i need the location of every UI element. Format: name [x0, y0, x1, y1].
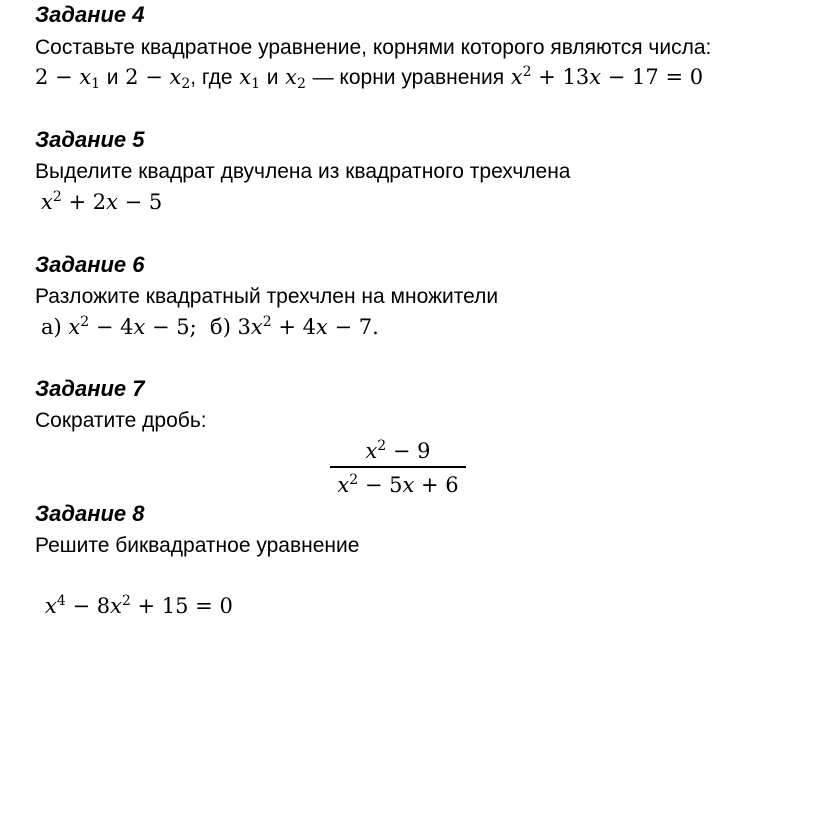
- task5-formula: $x^2 + 2x - 5$: [41, 189, 163, 214]
- task7-title: Задание 7: [35, 376, 145, 401]
- task5-title: Задание 5: [35, 127, 145, 152]
- task4-formula: $2 - x_1$ и $2 - x_2$, где $x_1$ и $x_2$ — корни уравнения $x^2 + 13x - 17 = 0$: [35, 64, 704, 92]
- task6-text: Разложите квадратный трехчлен на множители: [35, 285, 499, 308]
- task7-fraction: [330, 436, 466, 500]
- task4-roots-text: — корни уравнения: [312, 66, 505, 89]
- task7-text: Сократите дробь:: [35, 409, 207, 432]
- task8-formula: $x^4 - 8x^2 + 15 = 0$: [45, 593, 233, 618]
- task8-title: Задание 8: [35, 501, 145, 526]
- task4-and-1: и: [106, 66, 119, 89]
- task6-formula: а) $x^2 - 4x - 5$; б) $3x^2 + 4x - 7$.: [41, 314, 379, 339]
- fraction-denominator: $x^2 - 5x + 6$: [337, 472, 459, 497]
- task4-title: Задание 4: [35, 2, 145, 27]
- task6-title: Задание 6: [35, 252, 145, 277]
- task4-where: , где: [190, 66, 233, 89]
- task5-text: Выделите квадрат двучлена из квадратного трехчлена: [35, 160, 571, 183]
- task8-text: Решите биквадратное уравнение: [35, 534, 360, 557]
- fraction-numerator: $x^2 - 9$: [365, 438, 431, 463]
- task4-text: Составьте квадратное уравнение, корнями которого являются числа:: [35, 36, 712, 59]
- task4-and-2: и: [266, 66, 279, 89]
